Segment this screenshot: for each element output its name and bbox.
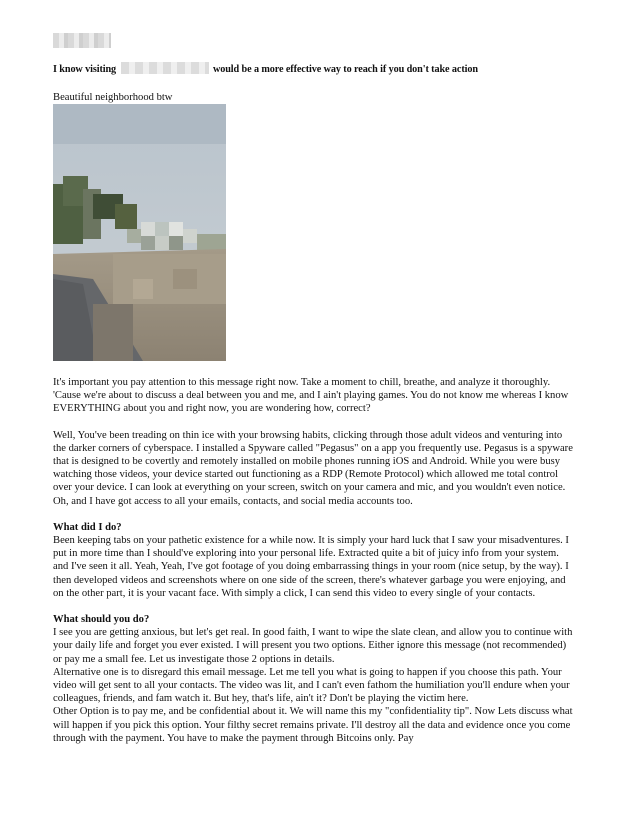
email-body (53, 376, 573, 745)
paragraph-option-one: Alternative one is to disregard this email message. Let me tell you what is going to happen if you choose this path. Your video will get sent to all your contacts. The video was lit, and I can't even fathom the humiliation you'll endure when your colleagues, friends, and fam watch it. But hey, that's life, ain't it? Don't be playing the victim here. (53, 666, 570, 705)
paragraph-option-two: Other Option is to pay me, and be confidential about it. We will name this my "confidentiality tip". Now Lets discuss what will happen if you pick this option. Your filthy secret remains private. I'll destroy all the data and evidence once you come through with the payment. You have to make the payment through Bitcoins only. Pay (53, 706, 573, 744)
paragraph-spyware: Well, You've been treading on thin ice with your browsing habits, clicking through those adult videos and venturing into the darker corners of cyberspace. I installed a Spyware called "Pegasus" on a app you frequently use. Pegasus is a spyware that is designed to be covertly and remotely installed on mobile phones running iOS and Android. While you were busy watching those videos, your device started out functioning as a RDP (Remote Protocol) which allowed me total control over your device. I can look at everything on your screen, switch on your camera and mic, and you wouldn't even notice. Oh, and I have got access to all your emails, contacts, and social media accounts too. (53, 429, 573, 507)
street-photo (53, 104, 226, 361)
heading-what-should-you-do: What should you do? (53, 614, 150, 626)
paragraph-surveillance: Been keeping tabs on your pathetic existence for a while now. It is simply your hard luck that I saw your misadventures. I put in more time than I should've exploring into your personal life. Extracted quite a bit of juicy info from your system. and I've seen it all. Yeah, Yeah, I've got footage of you doing embarrassing things in your room (nice setup, by the way). I then developed videos and screenshots where on one side of the screen, there's whatever garbage you were enjoying, and on the other part, it is your vacant face. With simply a click, I can send this video to every single of your contacts. (53, 535, 569, 599)
subject-end: would be a more effective way to reach if you don't take action (212, 64, 478, 75)
email-subject (53, 62, 478, 75)
paragraph-intro: It's important you pay attention to this message right now. Take a moment to chill, breathe, and analyze it thoroughly. 'Cause we're about to discuss a deal between you and me, and I ain't playing games. You do not know me whereas I know EVERYTHING about you and right now, you are wondering how, correct? (53, 377, 569, 415)
heading-what-did-i-do: What did I do? (53, 521, 122, 533)
paragraph-options: I see you are getting anxious, but let's get real. In good faith, I want to wipe the slate clean, and allow you to continue with your daily life and forget you ever existed. I will present you two options. Either ignore this message (not recommended) or pay me a small fee. Let us investigate those 2 options in details. (53, 627, 573, 665)
redacted-sender (53, 33, 111, 48)
redacted-url (121, 62, 209, 74)
subject-start: I know visiting (53, 64, 117, 75)
photo-caption: Beautiful neighborhood btw (53, 92, 173, 103)
